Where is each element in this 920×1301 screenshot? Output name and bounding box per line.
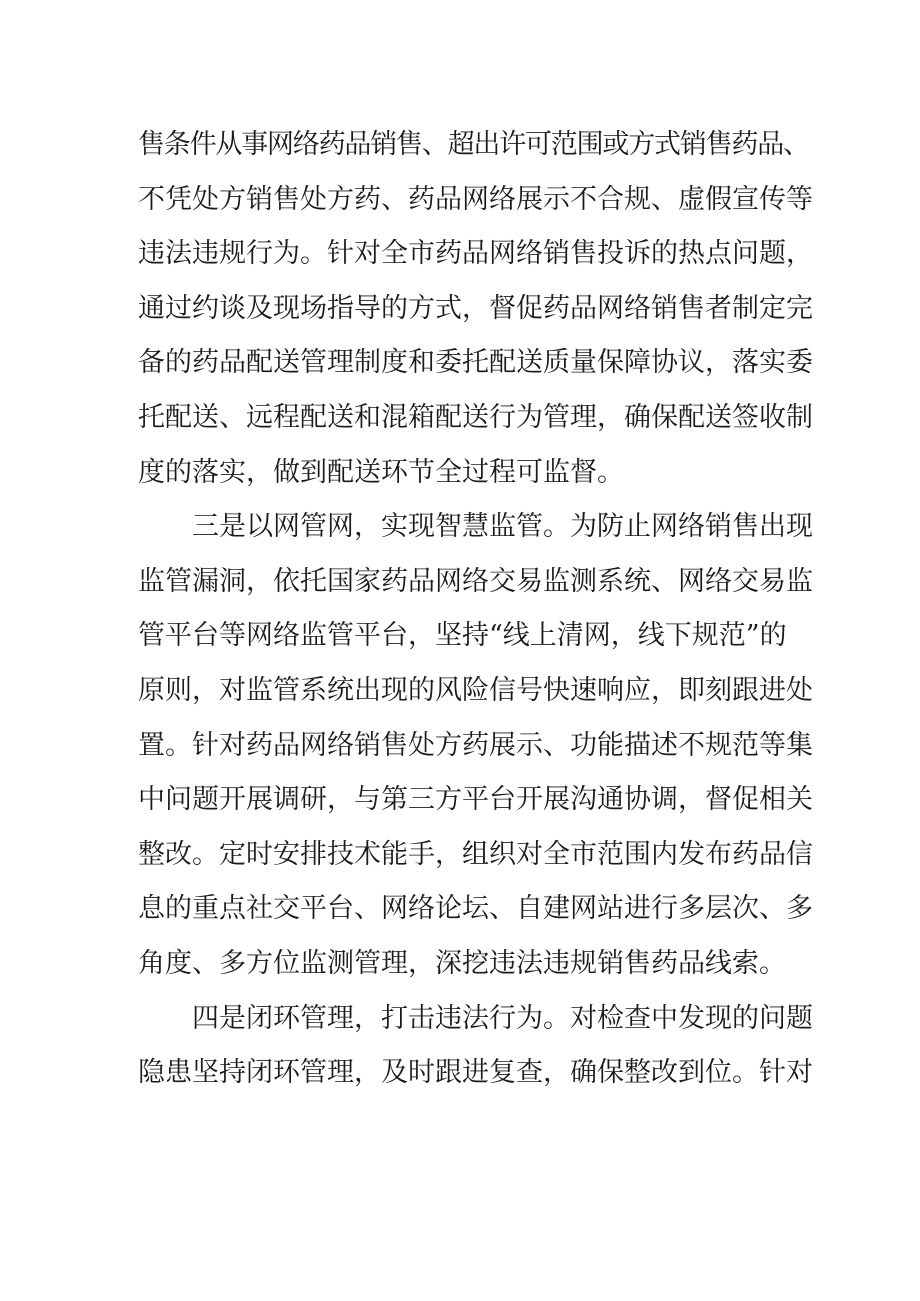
text-line: 通过约谈及现场指导的方式，督促药品网络销售者制定完 xyxy=(138,292,813,324)
text-line: 备的药品配送管理制度和委托配送质量保障协议，落实委 xyxy=(138,347,813,379)
text-line: 违法违规行为。针对全市药品网络销售投诉的热点问题， xyxy=(138,238,813,270)
text-line: 度的落实，做到配送环节全过程可监督。 xyxy=(138,456,624,488)
paragraph-start-line: 四是闭环管理，打击违法行为。对检查中发现的问题 xyxy=(192,1002,813,1034)
text-line: 息的重点社交平台、网络论坛、自建网站进行多层次、多 xyxy=(138,893,813,925)
text-line: 整改。定时安排技术能手，组织对全市范围内发布药品信 xyxy=(138,838,813,870)
text-line: 角度、多方位监测管理，深挖违法违规销售药品线索。 xyxy=(138,947,786,979)
body-text xyxy=(138,118,813,1101)
text-line: 管平台等网络监管平台，坚持“线上清网，线下规范”的 xyxy=(138,620,787,652)
paragraph-start-line: 三是以网管网，实现智慧监管。为防止网络销售出现 xyxy=(192,511,813,543)
text-line: 托配送、远程配送和混箱配送行为管理，确保配送签收制 xyxy=(138,401,813,433)
text-line: 中问题开展调研，与第三方平台开展沟通协调，督促相关 xyxy=(138,784,813,816)
text-line: 隐患坚持闭环管理，及时跟进复查，确保整改到位。针对 xyxy=(138,1057,813,1089)
text-line: 售条件从事网络药品销售、超出许可范围或方式销售药品、 xyxy=(138,129,809,160)
text-line: 监管漏洞，依托国家药品网络交易监测系统、网络交易监 xyxy=(138,565,813,597)
text-line: 原则，对监管系统出现的风险信号快速响应，即刻跟进处 xyxy=(138,674,813,706)
text-line: 不凭处方销售处方药、药品网络展示不合规、虚假宣传等 xyxy=(138,183,813,215)
text-line: 置。针对药品网络销售处方药展示、功能描述不规范等集 xyxy=(138,729,813,761)
